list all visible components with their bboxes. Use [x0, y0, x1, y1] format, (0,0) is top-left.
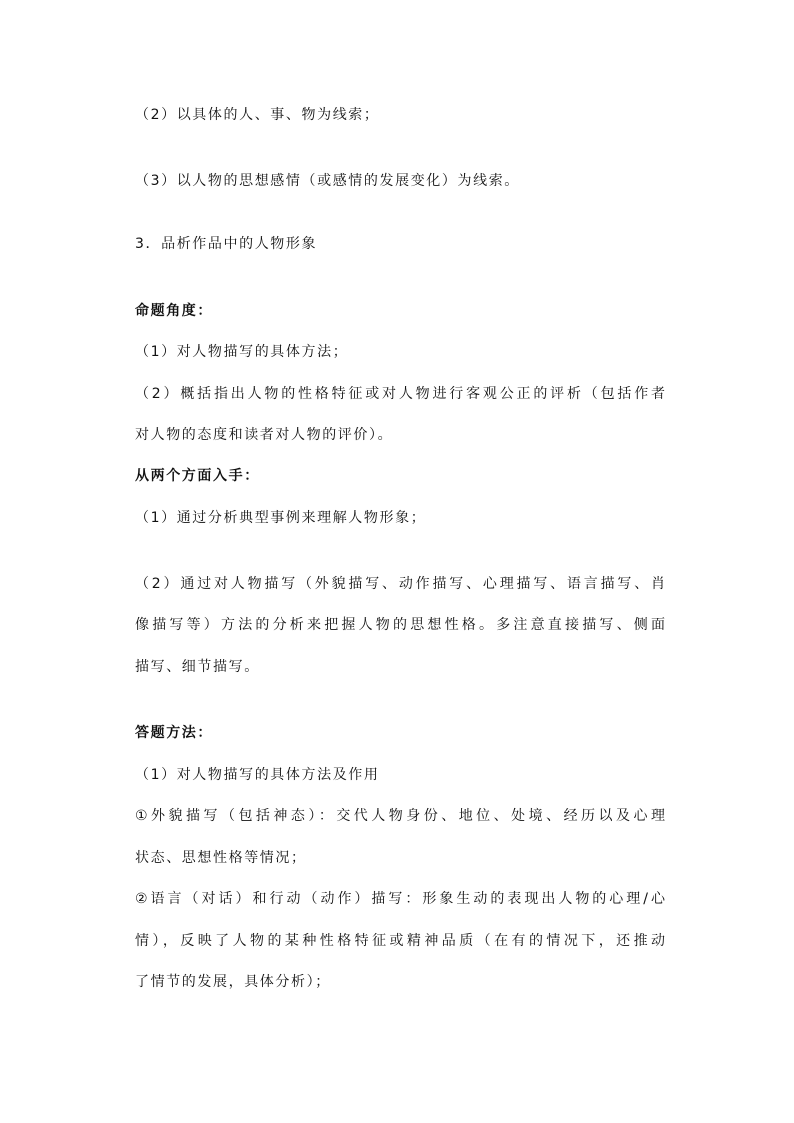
text-line-angle-1: （1）对人物描写的具体方法； — [135, 344, 349, 360]
text-line-method-1: （1）对人物描写的具体方法及作用 — [135, 767, 380, 783]
text-line-language-b: 情），反映了人物的某种性格特征或精神品质（在有的情况下，还推动 — [135, 933, 665, 949]
text-line-clue-emotions: （3）以人物的思想感情（或感情的发展变化）为线索。 — [135, 173, 520, 189]
subheading-answer-method: 答题方法： — [135, 725, 213, 741]
text-line-aspect-2a: （2）通过对人物描写（外貌描写、动作描写、心理描写、语言描写、肖 — [135, 576, 665, 592]
text-line-aspect-2c: 描写、细节描写。 — [135, 659, 260, 675]
text-line-language-c: 了情节的发展，具体分析）； — [135, 974, 331, 990]
text-line-appearance-b: 状态、思想性格等情况； — [135, 850, 307, 866]
subheading-two-aspects: 从两个方面入手： — [135, 468, 260, 484]
subheading-question-angle: 命题角度： — [135, 303, 213, 319]
text-line-language-a: ②语言（对话）和行动（动作）描写：形象生动的表现出人物的心理/心 — [135, 891, 665, 907]
text-line-aspect-2b: 像描写等）方法的分析来把握人物的思想性格。多注意直接描写、侧面 — [135, 617, 665, 633]
text-line-angle-2b: 对人物的态度和读者对人物的评价）。 — [135, 427, 394, 443]
section-heading-character-image: 3．品析作品中的人物形象 — [135, 236, 318, 252]
text-line-clue-objects: （2）以具体的人、事、物为线索； — [135, 107, 380, 123]
text-line-aspect-1: （1）通过分析典型事例来理解人物形象； — [135, 510, 427, 526]
text-line-appearance-a: ①外貌描写（包括神态）：交代人物身份、地位、处境、经历以及心理 — [135, 808, 665, 824]
text-line-angle-2a: （2）概括指出人物的性格特征或对人物进行客观公正的评析（包括作者 — [135, 386, 665, 402]
